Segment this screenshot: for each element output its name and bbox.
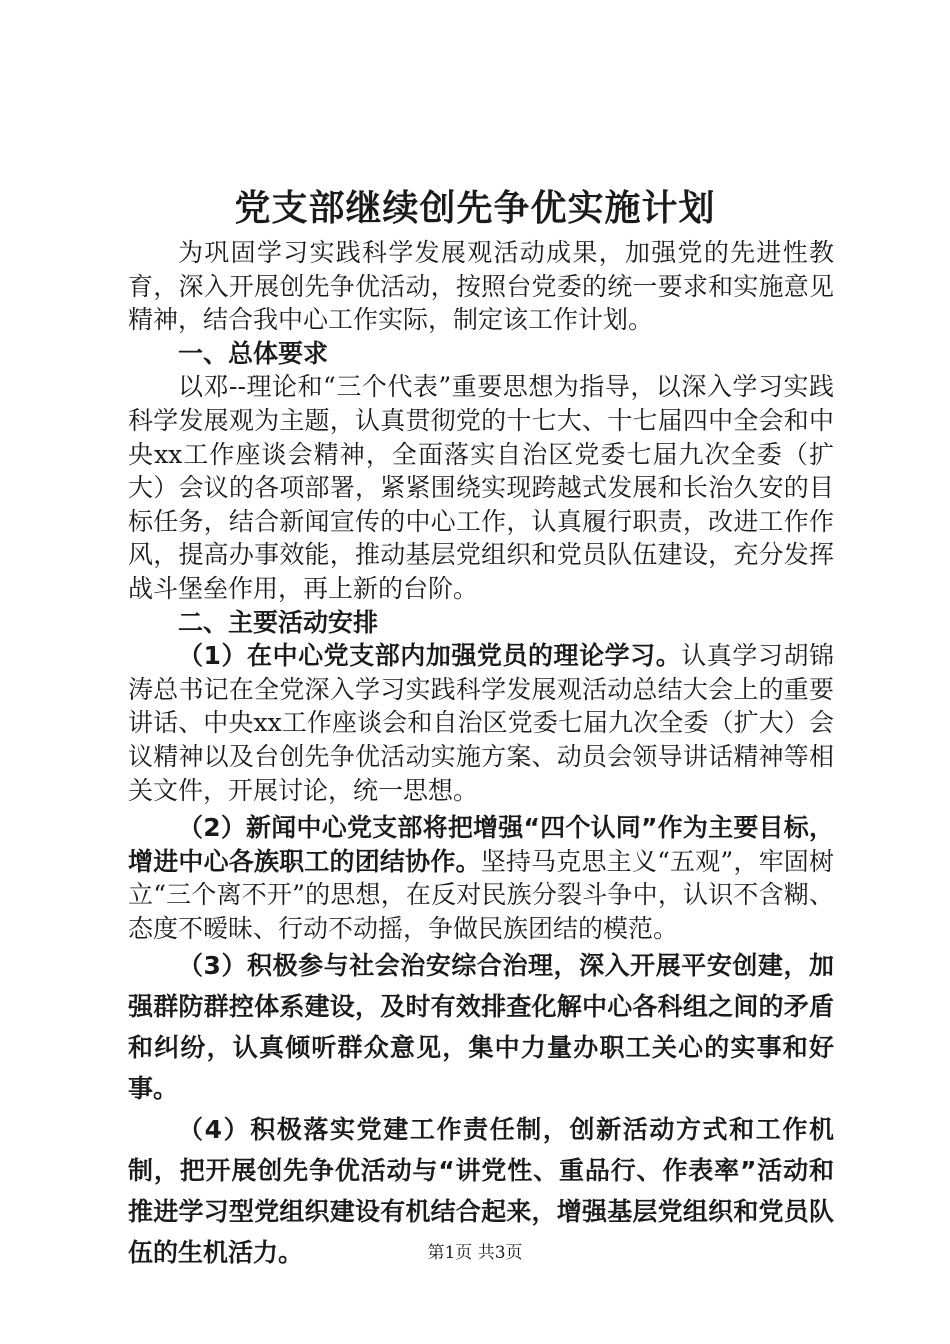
page-number-footer: 第1页 共3页 [427,1243,523,1263]
document-body [128,236,834,1273]
general-requirements-paragraph: 以邓--理论和“三个代表”重要思想为指导，以深入学习实践科学发展观为主题，认真贯彻党的十七大、十七届四中全会和中央xx工作座谈会精神，全面落实自治区党委七届九次全委（扩大）会议的各项部署，紧紧围绕实现跨越式发展和长治久安的目标任务，结合新闻宣传的中心工作，认真履行职责，改进工作作风，提高办事效能，推动基层党组织和党员队伍建设，充分发挥战斗堡垒作用，再上新的台阶。 [128,372,834,603]
activity-item-3: （3）积极参与社会治安综合治理，深入开展平安创建，加强群防群控体系建设，及时有效排查化解中心各科组之间的矛盾和纠纷，认真倾听群众意见，集中力量办职工关心的实事和好事。 [128,951,834,1104]
intro-paragraph: 为巩固学习实践科学发展观活动成果，加强党的先进性教育，深入开展创先争优活动，按照台党委的统一要求和实施意见精神，结合我中心工作实际，制定该工作计划。 [128,238,834,335]
document-title: 党支部继续创先争优实施计划 [234,188,716,229]
activity-item-2 [128,811,834,945]
activity-item-1 [128,639,834,807]
activity-item-1-lead: （1）在中心党支部内加强党员的理论学习。 [178,641,682,671]
section-heading-general-requirements: 一、总体要求 [178,338,329,368]
activity-item-2-text: 坚持马克思主义“五观”，牢固树立“三个离不开”的思想，在反对民族分裂斗争中，认识不含糊、态度不暧昧、行动不动摇，争做民族团结的模范。 [128,846,834,943]
section-heading-main-activities: 二、主要活动安排 [178,607,379,637]
activity-item-4: （4）积极落实党建工作责任制，创新活动方式和工作机制，把开展创先争优活动与“讲党性、重品行、作表率”活动和推进学习型党组织建设有机结合起来，增强基层党组织和党员队伍的生机活力。 [128,1115,834,1268]
activity-item-2-lead: （2）新闻中心党支部将把增强“四个认同”作为主要目标，增进中心各族职工的团结协作。 [128,813,834,876]
activity-item-1-text: 认真学习胡锦涛总书记在全党深入学习实践科学发展观活动总结大会上的重要讲话、中央xx工作座谈会和自治区党委七届九次全委（扩大）会议精神以及台创先争优活动实施方案、动员会领导讲话精神等相关文件，开展讨论，统一思想。 [128,641,834,805]
